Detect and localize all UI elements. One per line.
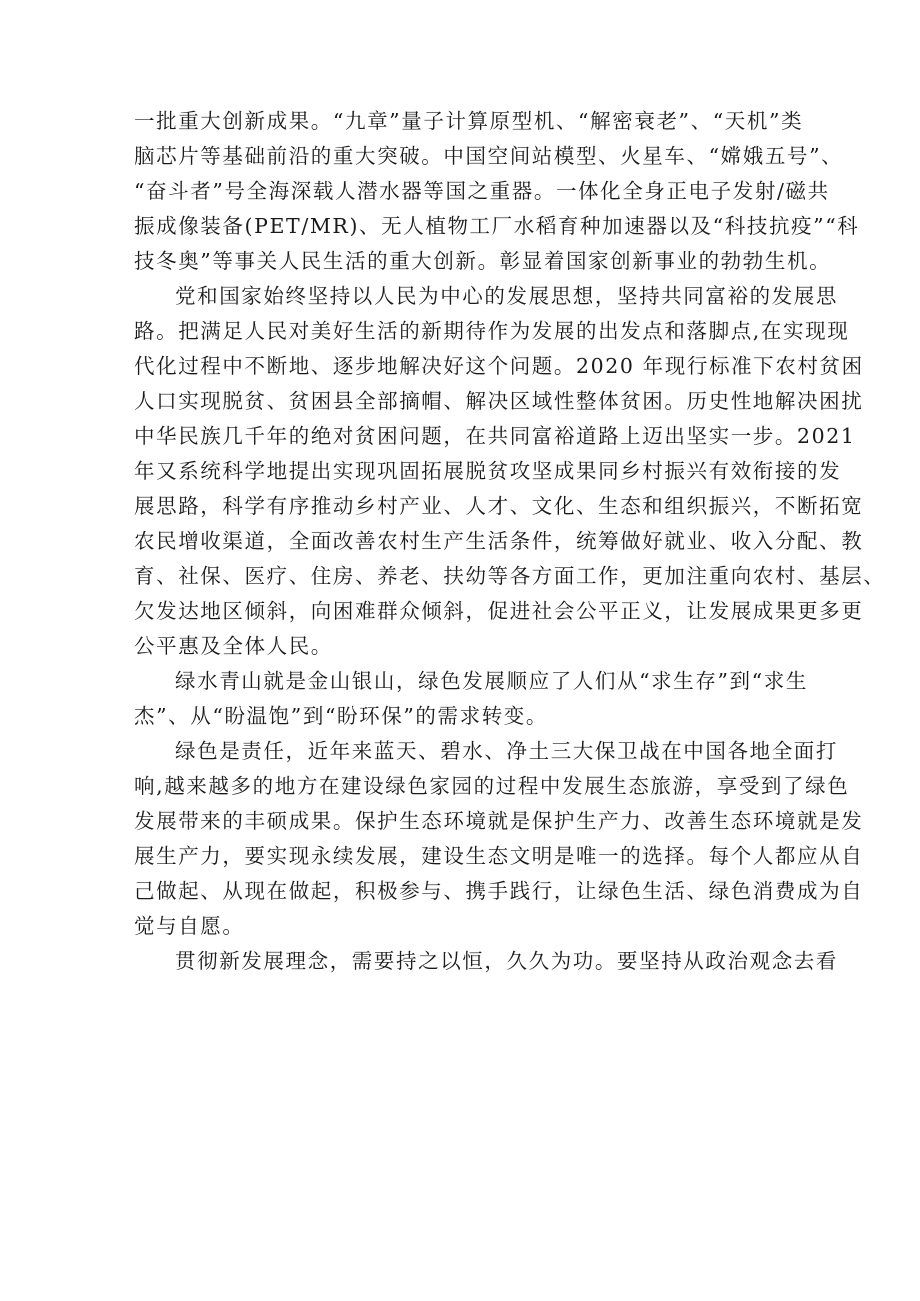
text-line: 振成像装备(PET/MR)、无人植物工厂水稻育种加速器以及“科技抗疫”“科: [134, 214, 860, 238]
text-line: 杰”、从“盼温饱”到“盼环保”的需求转变。: [134, 704, 548, 728]
text-line: 绿色是责任，近年来蓝天、碧水、净土三大保卫战在中国各地全面打: [175, 739, 838, 763]
text-line: 贯彻新发展理念，需要持之以恒，久久为功。要坚持从政治观念去看: [175, 949, 838, 973]
text-line: 中华民族几千年的绝对贫困问题，在共同富裕道路上迈出坚实一步。2021: [134, 424, 856, 448]
text-line: 一批重大创新成果。“九章”量子计算原型机、“解密衰老”、“天机”类: [134, 109, 804, 133]
text-line: 技冬奥”等事关人民生活的重大创新。彰显着国家创新事业的勃勃生机。: [134, 249, 832, 273]
text-line: 党和国家始终坚持以人民为中心的发展思想，坚持共同富裕的发展思: [175, 284, 838, 308]
text-line: 响,越来越多的地方在建设绿色家园的过程中发展生态旅游，享受到了绿色: [134, 774, 850, 798]
text-line: 公平惠及全体人民。: [134, 634, 333, 658]
paragraph-5: [134, 944, 838, 979]
text-line: 代化过程中不断地、逐步地解决好这个问题。2020 年现行标准下农村贫困: [134, 354, 864, 378]
text-line: 农民增收渠道，全面改善农村生产生活条件，统筹做好就业、收入分配、教: [134, 529, 864, 553]
text-line: 脑芯片等基础前沿的重大突破。中国空间站模型、火星车、“嫦娥五号”、: [134, 144, 844, 168]
text-line: 育、社保、医疗、住房、养老、扶幼等各方面工作，更加注重向农村、基层、: [134, 564, 886, 588]
paragraph-4: [134, 734, 864, 944]
text-line: 展思路，科学有序推动乡村产业、人才、文化、生态和组织振兴，不断拓宽: [134, 494, 864, 518]
text-line: 路。把满足人民对美好生活的新期待作为发展的出发点和落脚点,在实现现: [134, 319, 850, 343]
text-line: “奋斗者”号全海深载人潜水器等国之重器。一体化全身正电子发射/磁共: [134, 179, 830, 203]
text-line: 人口实现脱贫、贫困县全部摘帽、解决区域性整体贫困。历史性地解决困扰: [134, 389, 864, 413]
text-line: 年又系统科学地提出实现巩固拓展脱贫攻坚成果同乡村振兴有效衔接的发: [134, 459, 842, 483]
text-line: 发展带来的丰硕成果。保护生态环境就是保护生产力、改善生态环境就是发: [134, 809, 864, 833]
document-body: [134, 104, 886, 979]
text-line: 绿水青山就是金山银山，绿色发展顺应了人们从“求生存”到“求生: [175, 669, 808, 693]
text-line: 欠发达地区倾斜，向困难群众倾斜，促进社会公平正义，让发展成果更多更: [134, 599, 864, 623]
text-line: 觉与自愿。: [134, 914, 245, 938]
text-line: 展生产力，要实现永续发展，建设生态文明是唯一的选择。每个人都应从自: [134, 844, 864, 868]
text-line: 己做起、从现在做起，积极参与、携手践行，让绿色生活、绿色消费成为自: [134, 879, 864, 903]
paragraph-3: [134, 664, 808, 734]
paragraph-1: [134, 104, 860, 279]
paragraph-2: [134, 279, 886, 664]
